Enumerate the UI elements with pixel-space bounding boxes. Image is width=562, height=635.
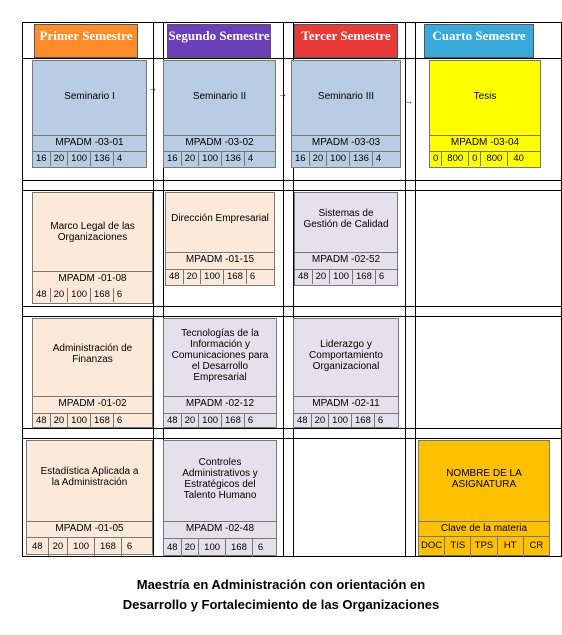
caption-line-2: Desarrollo y Fortalecimiento de las Organizaciones [122, 597, 440, 612]
course-name: Controles Administrativos y Estratégicos del Talento Humano [182, 457, 258, 501]
credits: 6 [116, 289, 123, 300]
arrow-right-icon: → [148, 83, 157, 93]
grid-line [22, 428, 562, 429]
semester-header-1 [34, 24, 138, 58]
grid-line [22, 22, 23, 556]
credits: 4 [375, 153, 382, 164]
course-hours [164, 413, 276, 428]
grid-line [22, 190, 562, 191]
hours-tps: 100 [201, 270, 224, 284]
course-code: MPADM -01-05 [27, 521, 152, 536]
course-code: MPADM -03-01 [33, 135, 146, 150]
grid-line [415, 22, 416, 556]
hours-doc: 48 [164, 414, 182, 428]
hours-doc: 48 [164, 539, 182, 557]
semester-header-3 [294, 24, 398, 58]
hours-doc: 0 [430, 152, 442, 166]
course-name: Estadística Aplicada a la Administración [40, 466, 139, 488]
course-card-seminario-1 [32, 60, 147, 168]
course-code: MPADM -01-08 [33, 271, 152, 286]
course-name: Tesis [473, 90, 497, 102]
course-hours [27, 537, 152, 556]
legend-course-name: NOMBRE DE LA ASIGNATURA [446, 468, 522, 490]
hours-tis: 20 [312, 414, 330, 428]
hours-tps: 100 [68, 152, 91, 166]
course-name: Dirección Empresarial [171, 212, 269, 224]
hours-tps: 0 [469, 152, 481, 166]
hours-tps: 100 [68, 414, 91, 428]
hours-tis: 20 [182, 414, 200, 428]
course-name: Tecnologías de la Información y Comunicaciones para el Desarrollo Empresarial [171, 327, 269, 383]
hours-ht: 168 [352, 414, 375, 428]
course-name: Administración de Finanzas [52, 343, 133, 365]
hours-ht: 168 [226, 539, 253, 557]
legend-hours [419, 536, 549, 557]
hours-tps: 100 [199, 539, 226, 557]
grid-line [283, 22, 284, 556]
credits: 4 [247, 153, 254, 164]
hours-tps: 100 [68, 288, 91, 302]
grid-line [22, 58, 562, 59]
course-hours [33, 288, 152, 302]
hours-doc: 48 [295, 270, 313, 284]
course-card-liderazgo [293, 318, 399, 428]
grid-line [153, 22, 154, 556]
legend-ht: HT [498, 537, 524, 557]
hours-tis: 20 [313, 270, 331, 284]
hours-tps: 100 [199, 414, 222, 428]
hours-tis: 20 [49, 538, 69, 556]
course-card-seminario-2 [163, 60, 276, 168]
hours-tis: 20 [182, 152, 200, 166]
hours-ht: 168 [95, 538, 122, 556]
course-card-seminario-3 [291, 60, 401, 168]
grid-line [22, 22, 562, 23]
course-code: MPADM -02-48 [164, 521, 276, 536]
semester-header-4 [424, 24, 534, 58]
course-hours [166, 269, 274, 284]
course-card-sistemas [294, 192, 398, 286]
hours-tps: 100 [199, 152, 222, 166]
credits: 6 [116, 415, 123, 426]
hours-tps: 100 [327, 152, 350, 166]
hours-tps: 100 [329, 414, 352, 428]
course-code: MPADM -03-04 [430, 135, 540, 150]
course-code: MPADM -01-02 [33, 396, 152, 411]
course-code: MPADM -01-15 [166, 252, 274, 267]
course-card-estadistica [26, 440, 153, 555]
course-card-tesis [429, 60, 541, 168]
hours-doc: 48 [27, 538, 49, 556]
grid-line [22, 306, 562, 307]
semester-header-label: Primer Semestre [39, 28, 133, 43]
grid-line [22, 180, 562, 181]
hours-doc: 16 [164, 152, 182, 166]
hours-ht: 136 [222, 152, 245, 166]
course-hours [294, 413, 398, 428]
legend-tps: TPS [471, 537, 497, 557]
course-hours [292, 151, 400, 166]
hours-tps: 100 [330, 270, 353, 284]
course-hours [164, 151, 275, 166]
course-card-marco-legal [32, 192, 153, 304]
course-name: Seminario III [317, 90, 375, 102]
caption-line-1: Maestría en Administración con orientación en [136, 577, 426, 592]
credits: 6 [257, 542, 264, 553]
hours-doc: 48 [33, 288, 51, 302]
course-code: MPADM -03-02 [164, 135, 275, 150]
semester-header-label: Cuarto Semestre [432, 28, 526, 43]
hours-doc: 48 [33, 414, 51, 428]
course-hours [164, 538, 276, 557]
hours-doc: 16 [292, 152, 310, 166]
course-name: Sistemas de Gestión de Calidad [303, 208, 389, 230]
hours-ht: 136 [350, 152, 373, 166]
course-code: MPADM -02-12 [164, 396, 276, 411]
course-name: Marco Legal de las Organizaciones [50, 221, 135, 243]
hours-tis: 20 [182, 539, 200, 557]
course-code: MPADM -03-03 [292, 135, 400, 150]
hours-tis: 20 [51, 152, 69, 166]
hours-ht: 168 [91, 288, 114, 302]
course-name: Seminario II [192, 90, 247, 102]
grid-line [22, 316, 562, 317]
credits: 4 [116, 153, 123, 164]
arrow-right-icon: → [278, 89, 287, 99]
course-card-tecnologias [163, 318, 277, 428]
hours-ht: 168 [222, 414, 245, 428]
semester-header-label: Segundo Semestre [168, 28, 270, 43]
credits: 40 [513, 153, 524, 164]
credits: 6 [126, 541, 133, 552]
hours-doc: 16 [33, 152, 51, 166]
semester-header-2 [167, 24, 271, 58]
legend-card [418, 440, 550, 556]
hours-ht: 168 [353, 270, 376, 284]
hours-tis: 20 [184, 270, 202, 284]
legend-cr: CR [529, 540, 544, 551]
course-card-direccion [165, 192, 275, 286]
hours-tis: 20 [51, 414, 69, 428]
course-card-controles [163, 440, 277, 556]
hours-ht: 168 [224, 270, 247, 284]
course-hours [33, 151, 146, 166]
hours-doc: 48 [294, 414, 312, 428]
hours-ht: 168 [91, 414, 114, 428]
semester-header-label: Tercer Semestre [301, 28, 391, 43]
course-hours [430, 151, 540, 166]
course-hours [33, 413, 152, 428]
hours-tis: 800 [442, 152, 469, 166]
hours-tis: 20 [310, 152, 328, 166]
hours-tps: 100 [68, 538, 95, 556]
course-code: MPADM -02-52 [295, 252, 397, 267]
credits: 6 [249, 271, 256, 282]
credits: 6 [247, 415, 254, 426]
hours-tis: 20 [51, 288, 69, 302]
course-name: Liderazgo y Comportamiento Organizacional [309, 338, 383, 372]
hours-ht: 800 [481, 152, 508, 166]
hours-doc: 48 [166, 270, 184, 284]
grid-line [22, 438, 562, 439]
hours-ht: 136 [91, 152, 114, 166]
legend-doc: DOC [419, 537, 445, 557]
course-code: MPADM -02-11 [294, 396, 398, 411]
credits: 6 [378, 271, 385, 282]
course-card-finanzas [32, 318, 153, 428]
course-name: Seminario I [64, 90, 115, 102]
course-hours [295, 269, 397, 284]
credits: 6 [377, 415, 384, 426]
legend-tis: TIS [445, 537, 471, 557]
legend-course-code: Clave de la materia [419, 521, 549, 536]
arrow-right-icon: → [404, 96, 413, 106]
